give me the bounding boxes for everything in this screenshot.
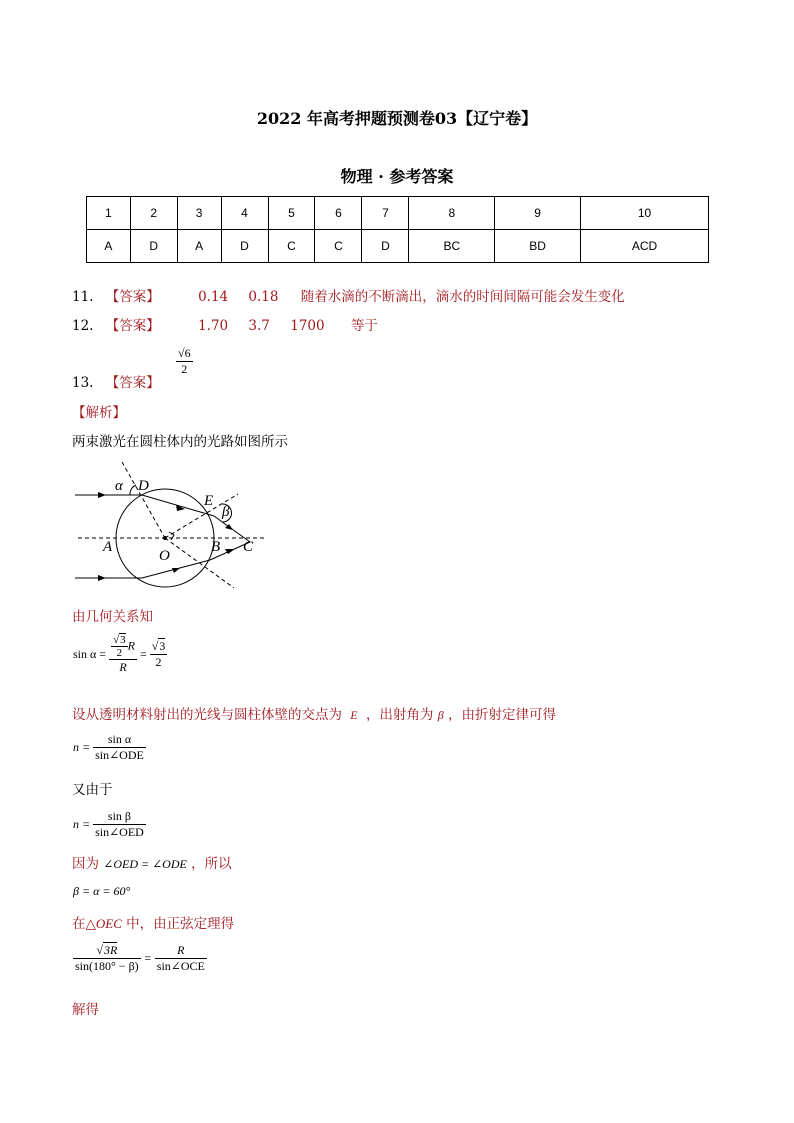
q12-text: 等于 xyxy=(350,318,378,334)
eq1-inner-num: √3 xyxy=(113,634,126,646)
alpha-angle-arc xyxy=(130,485,136,495)
eq1-fraction xyxy=(109,634,137,675)
eq6-lhs-den: sin(180° − β) xyxy=(75,959,139,973)
table-cell: 8 xyxy=(409,197,495,230)
eq1-inner-den: 2 xyxy=(116,647,123,659)
analysis-tag: 【解析】 xyxy=(72,405,126,421)
eq2-lhs: n = xyxy=(73,740,91,754)
p3-text-a: 设从透明材料射出的光线与圆柱体壁的交点为 xyxy=(72,707,342,723)
table-cell: 1 xyxy=(87,197,131,230)
q12-line xyxy=(72,314,378,334)
eq1-equals: = xyxy=(139,647,147,661)
table-cell: 9 xyxy=(495,197,581,230)
answer-table-answer-row xyxy=(87,230,709,263)
eq1-lhs: sin α = xyxy=(73,647,107,661)
eq3-denominator: sin∠OED xyxy=(95,825,144,839)
eq6-rhs-den: sin∠OCE xyxy=(156,959,205,973)
optical-path-figure xyxy=(70,458,280,588)
eq1-rhs-sqrt: 3 xyxy=(159,639,166,653)
point-d-label: D xyxy=(138,478,149,494)
equation-sin-alpha xyxy=(73,634,167,675)
q13-fraction xyxy=(176,346,193,377)
p5-text-b: ，所以 xyxy=(191,856,232,872)
equation-beta-alpha: β = α = 60° xyxy=(73,884,131,898)
table-cell: 5 xyxy=(268,197,315,230)
point-e-label: E xyxy=(204,493,214,509)
eq6-lhs-fraction xyxy=(73,943,141,974)
table-cell: 3 xyxy=(177,197,221,230)
eq6-equals: = xyxy=(143,951,152,965)
p6-text-a: 在△ xyxy=(72,916,96,932)
q12-values: 1.70 3.7 1700 xyxy=(198,318,325,334)
p3-point-e: E xyxy=(350,708,358,722)
center-point xyxy=(163,536,167,540)
table-cell: 4 xyxy=(221,197,268,230)
analysis-paragraph-1: 两束激光在圆柱体内的光路如图所示 xyxy=(72,434,288,450)
eq1-num-r: R xyxy=(127,638,135,653)
q11-values: 0.14 0.18 xyxy=(198,289,279,305)
eq6-rhs-num: R xyxy=(155,943,207,959)
analysis-paragraph-6 xyxy=(72,912,234,932)
q11-number: 11. xyxy=(72,289,94,305)
q13-number: 13. xyxy=(72,375,94,391)
eq1-denominator: R xyxy=(119,660,127,674)
table-cell: A xyxy=(177,230,221,263)
q11-line xyxy=(72,285,625,305)
eq3-lhs: n = xyxy=(73,817,91,831)
eq1-inner-fraction xyxy=(111,634,128,659)
p6-text-b: 中，由正弦定理得 xyxy=(121,916,235,932)
table-cell: C xyxy=(268,230,315,263)
eq1-rhs-num: √3 xyxy=(151,639,166,653)
point-a-label: A xyxy=(103,539,113,555)
table-cell: A xyxy=(87,230,131,263)
q11-text: 随着水滴的不断滴出，滴水的时间间隔可能会发生变化 xyxy=(300,289,625,305)
page-title: 2022 年高考押题预测卷03【辽宁卷】 xyxy=(256,109,538,128)
eq2-denominator: sin∠ODE xyxy=(95,748,144,762)
eq3-fraction xyxy=(93,809,146,840)
analysis-paragraph-7: 解得 xyxy=(72,1002,99,1018)
table-cell: 7 xyxy=(362,197,409,230)
point-c-label: C xyxy=(243,539,254,555)
point-o-label: O xyxy=(159,548,170,564)
p5-text-a: 因为 xyxy=(72,856,99,872)
table-cell: C xyxy=(315,230,362,263)
analysis-paragraph-3 xyxy=(72,703,556,723)
table-cell: ACD xyxy=(581,230,709,263)
q13-tag: 【答案】 xyxy=(105,375,160,391)
eq1-rhs-fraction xyxy=(150,639,168,670)
eq2-numerator: sin α xyxy=(93,732,146,748)
table-cell: 6 xyxy=(315,197,362,230)
alpha-label: α xyxy=(115,478,123,494)
point-b-label: B xyxy=(211,539,221,555)
eq1-num-sqrt: 3 xyxy=(120,634,126,646)
answer-table xyxy=(86,196,709,263)
p3-text-c: ，由折射定律可得 xyxy=(448,707,557,723)
q11-tag: 【答案】 xyxy=(105,289,160,305)
eq1-numerator xyxy=(109,634,137,660)
q12-number: 12. xyxy=(72,318,94,334)
eq4: ∠OED = ∠ODE xyxy=(103,857,187,871)
table-cell: D xyxy=(130,230,177,263)
q13-fraction-numerator: √6 xyxy=(178,346,191,360)
table-cell: D xyxy=(362,230,409,263)
eq6-rhs-fraction xyxy=(155,943,207,974)
beta-label: β xyxy=(222,504,230,520)
eq6-lhs-num: √3R xyxy=(73,943,141,959)
arrowhead xyxy=(98,492,106,498)
eq3-numerator: sin β xyxy=(93,809,146,825)
answer-table-number-row xyxy=(87,197,709,230)
table-cell: BD xyxy=(495,230,581,263)
equation-n-beta xyxy=(73,809,146,840)
equation-sine-law xyxy=(73,943,207,974)
q12-tag: 【答案】 xyxy=(105,318,160,334)
p6-triangle: OEC xyxy=(95,916,122,931)
eq2-fraction xyxy=(93,732,146,763)
eq1-rhs-den: 2 xyxy=(155,655,162,669)
p3-text-b: ，出射角为 xyxy=(365,707,434,723)
q13-line xyxy=(72,371,160,391)
table-cell: D xyxy=(221,230,268,263)
table-cell: BC xyxy=(409,230,495,263)
arrowhead xyxy=(172,568,180,573)
equation-n-alpha xyxy=(73,732,146,763)
p3-beta: β xyxy=(437,708,444,722)
table-cell: 2 xyxy=(130,197,177,230)
analysis-paragraph-5 xyxy=(72,852,232,872)
analysis-paragraph-4: 又由于 xyxy=(72,782,113,798)
page-subtitle: 物理 · 参考答案 xyxy=(340,167,454,186)
arrowhead xyxy=(225,549,235,554)
table-cell: 10 xyxy=(581,197,709,230)
arrowhead xyxy=(98,575,106,581)
q13-fraction-denominator: 2 xyxy=(181,362,188,376)
eq6-num: 3R xyxy=(103,943,118,957)
analysis-paragraph-2: 由几何关系知 xyxy=(72,609,153,625)
